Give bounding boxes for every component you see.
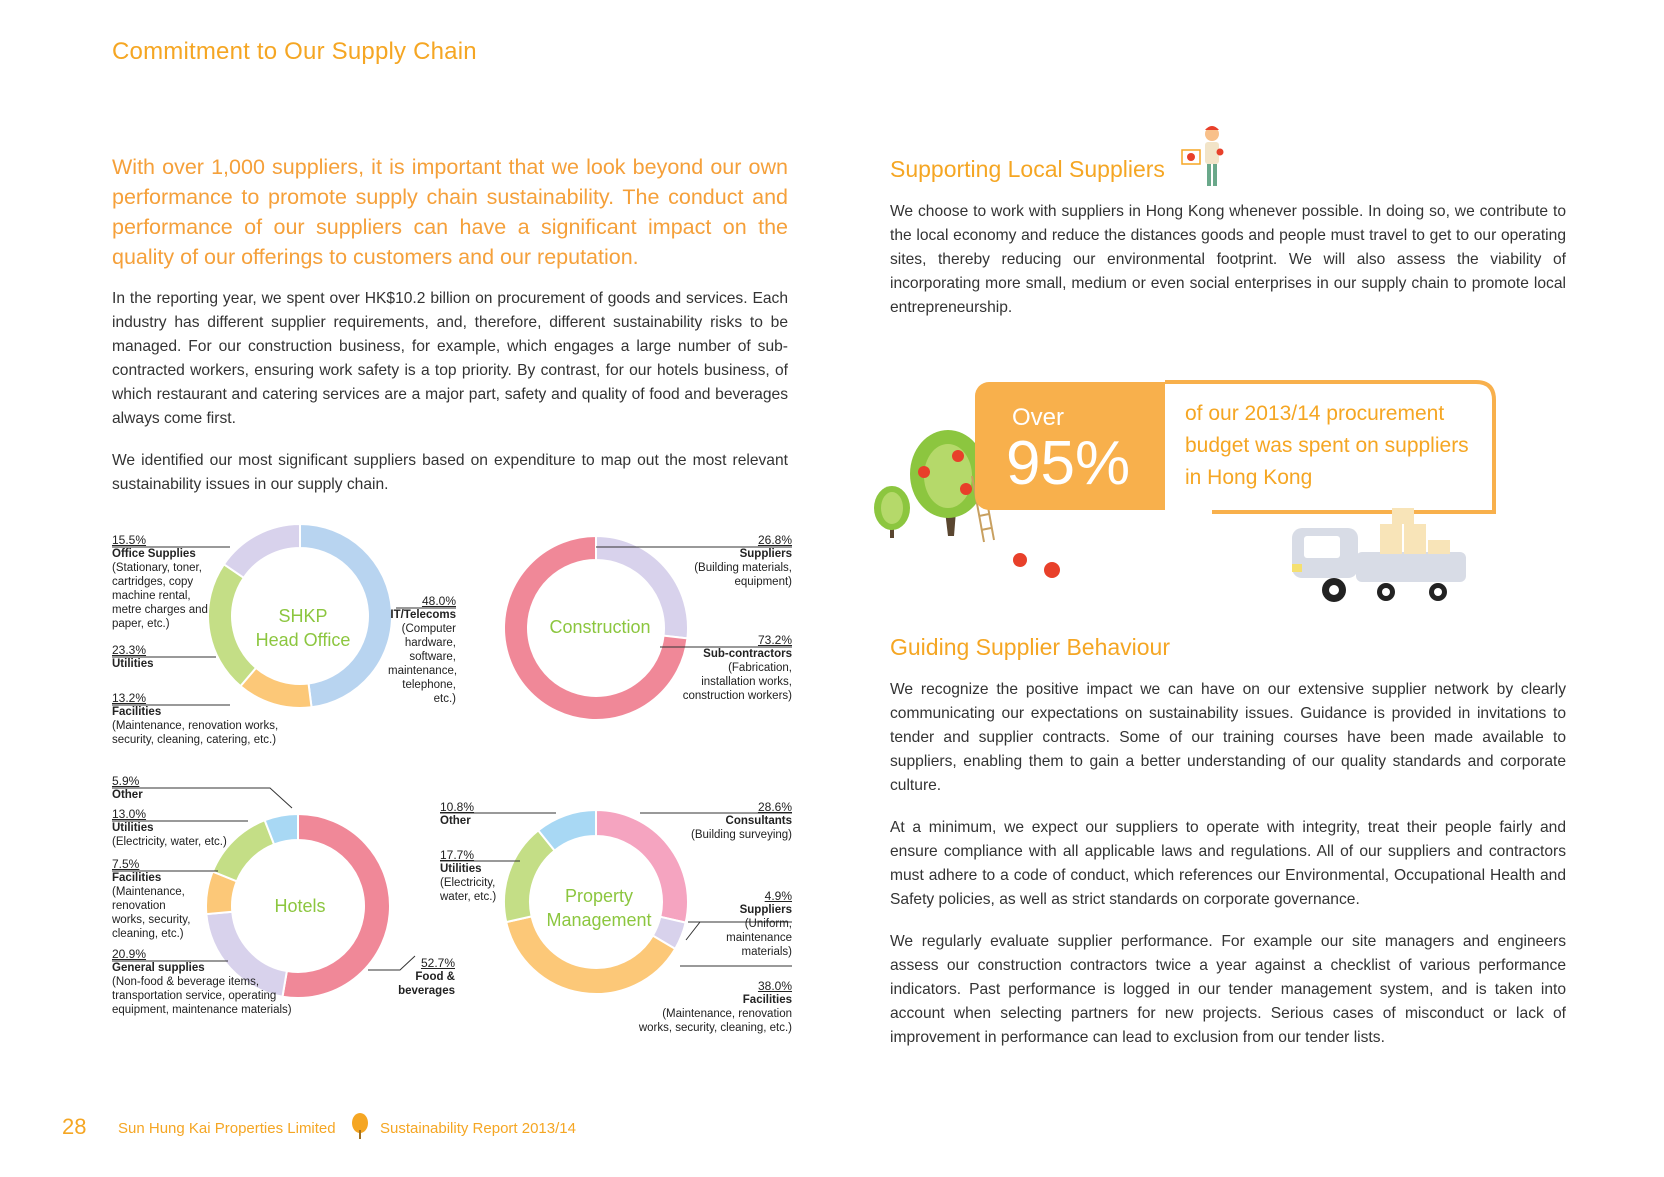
chart-title-hotels: Hotels: [274, 896, 326, 916]
guide-paragraph-1: We recognize the positive impact we can have on our extensive supplier network by clearly communicating our expectations on sustainability issues. Guidance is provided in invitations to tender and supplier contracts. Some of our training courses have been made available to suppliers, enabling them to gain a better understanding of our quality standards and corporate culture.: [890, 681, 1566, 794]
chart-title-line1: SHKP: [278, 606, 328, 626]
label-consultants: 28.6% Consultants (Building surveying): [691, 800, 792, 841]
chart-title-line2: Head Office: [255, 630, 351, 650]
label-pm-utilities: 17.7% Utilities (Electricity, water, etc.): [440, 848, 497, 903]
chart-title-line2: Management: [546, 910, 652, 930]
chart-title-line1: Property: [564, 886, 634, 906]
chart-title-property: [534, 884, 664, 932]
guide-paragraph-2: At a minimum, we expect our suppliers to operate with integrity, treat their people fairly and ensure compliance with all applicable laws and regulations. All of our suppliers and contractors must adhere to a code of conduct, which references our Environmental, Occupational Health and Safety policies, as well as strict standards on corporate governance.: [890, 819, 1566, 908]
footer-report: Sustainability Report 2013/14: [380, 1120, 576, 1137]
label-pm-suppliers: 4.9% Suppliers (Uniform, maintenance materials): [726, 889, 792, 958]
stat-over-label: Over: [1012, 404, 1065, 431]
local-suppliers-heading: Supporting Local Suppliers: [890, 156, 1165, 182]
label-general-supplies: 20.9% General supplies (Non-food & beverage items, transportation service, operating equipment, maintenance materials): [112, 947, 292, 1016]
label-hotels-other: 5.9% Other: [112, 774, 143, 801]
footer-company: Sun Hung Kai Properties Limited: [118, 1120, 336, 1137]
vendor-figure-icon: [1180, 124, 1234, 196]
label-pm-facilities: 38.0% Facilities (Maintenance, renovation works, security, cleaning, etc.): [638, 979, 792, 1034]
guide-paragraph-3: We regularly evaluate supplier performance. For example our site managers and engineers assess our construction contractors twice a year against a checklist of various performance indicators. Past performance is logged in our tender management system, and is taken into account when selecting partners for new projects. Serious cases of misconduct or lack of improvement in performance can lead to exclusion from our tender lists.: [890, 933, 1566, 1046]
chart-title-shkp: [238, 604, 368, 652]
body-paragraph-1: In the reporting year, we spent over HK$10.2 billion on procurement of goods and services. Each industry has different supplier requirements, and, therefore, different sustainability risks to be managed. For our construction business, for example, which engages a large number of sub-contracted workers, ensuring work safety is a top priority. By contrast, for our hotels business, of which restaurant and catering services are a major part, safety and quality of food and beverages always come first.: [112, 290, 788, 427]
label-facilities: 13.2% Facilities (Maintenance, renovation works, security, cleaning, catering, etc.): [112, 691, 279, 746]
label-sub-contractors: 73.2% Sub-contractors (Fabrication, installation works, construction workers): [682, 633, 792, 702]
label-hotels-utilities: 13.0% Utilities (Electricity, water, etc.): [112, 807, 227, 848]
lead-paragraph: With over 1,000 suppliers, it is important that we look beyond our own performance to promote supply chain sustainability. The conduct and performance of our suppliers can have a significant impact on the quality of our offerings to customers and our reputation.: [112, 155, 788, 269]
local-suppliers-paragraph: We choose to work with suppliers in Hong Kong whenever possible. In doing so, we contribute to the local economy and reduce the distances goods and people must travel to get to our operating sites, thereby reducing our environmental footprint. We will also assess the viability of incorporating more small, medium or even social enterprises in our supply chain to promote local entrepreneurship.: [890, 203, 1566, 316]
label-pm-other: 10.8% Other: [440, 800, 475, 827]
label-suppliers: 26.8% Suppliers (Building materials, equipment): [694, 533, 792, 588]
label-food-beverages: 52.7% Food & beverages: [398, 956, 455, 997]
label-hotels-facilities: 7.5% Facilities (Maintenance, renovation works, security, cleaning, etc.): [112, 857, 191, 940]
donut-slice-office-supplies: [224, 524, 300, 578]
label-utilities: 23.3% Utilities: [112, 643, 154, 670]
page-number: 28: [62, 1114, 87, 1139]
guiding-behaviour-heading: Guiding Supplier Behaviour: [890, 634, 1171, 660]
page-title: Commitment to Our Supply Chain: [112, 38, 477, 65]
label-office-supplies: 15.5% Office Supplies (Stationary, toner, cartridges, copy machine rental, metre charges and paper, etc.): [112, 533, 208, 630]
body-paragraph-2: We identified our most significant suppliers based on expenditure to map out the most relevant sustainability issues in our supply chain.: [112, 452, 788, 493]
leaf-icon: [350, 1112, 370, 1140]
chart-title-construction: Construction: [549, 617, 651, 637]
stat-description: of our 2013/14 procurement budget was spent on suppliers in Hong Kong: [1185, 402, 1469, 489]
label-it-telecoms: 48.0% IT/Telecoms (Computer hardware, software, maintenance, telephone, etc.): [388, 594, 458, 705]
stat-value: 95%: [1006, 429, 1131, 498]
